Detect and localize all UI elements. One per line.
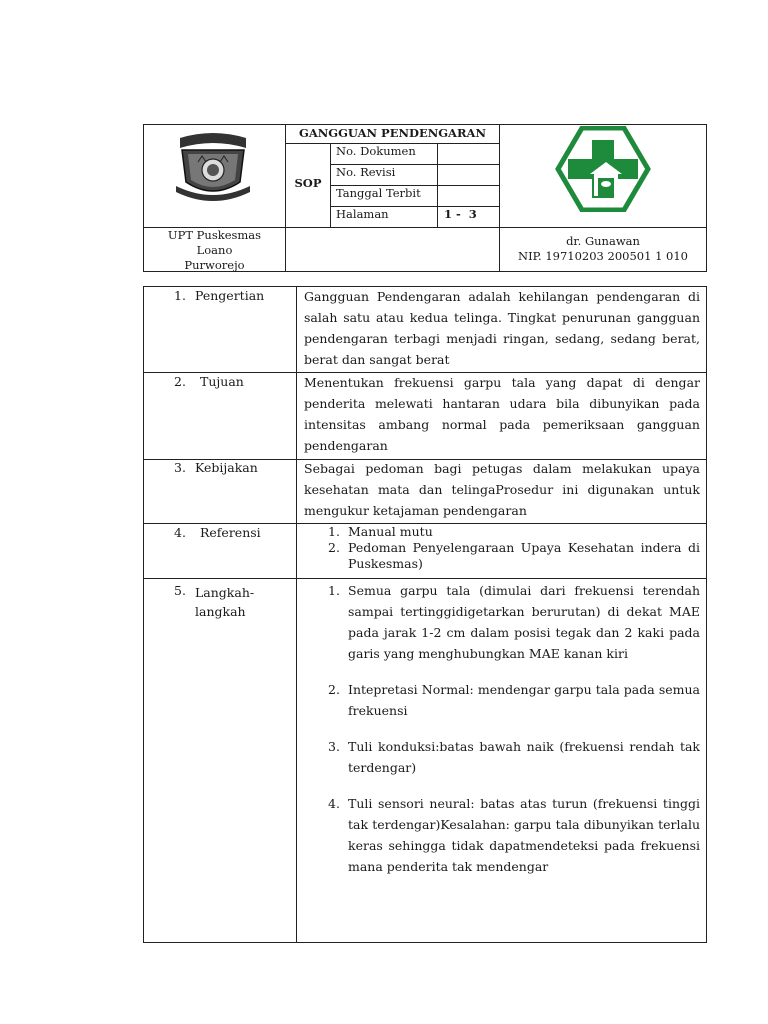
regency-emblem [168,126,258,206]
list-item-number: 3. [328,739,340,754]
section-text: Sebagai pedoman bagi petugas dalam melakukan upaya kesehatan mata dan telingaProsedur ini digunakan untuk mengukur ketajaman pendengaran [304,461,700,518]
org-name [144,228,285,273]
list-item [304,540,700,572]
list-item [304,679,700,721]
section-label-line: Langkah- [195,585,255,600]
list-item [304,580,700,664]
list-item-text: Intepretasi Normal: mendengar garpu tala pada semua frekuensi [348,682,700,718]
section-label [195,583,254,621]
section-label: Kebijakan [195,460,258,475]
doc-row-label: Halaman [336,207,389,221]
list-item [304,736,700,778]
section-text: Gangguan Pendengaran adalah kehilangan pendengaran di salah satu atau kedua telinga. Tingkat penurunan gangguan pendengaran terbagi menjadi ringan, sedang, sedang berat, berat dan sangat berat [304,289,700,367]
steps-list [304,580,700,877]
section-label: Referensi [200,525,261,540]
list-item-number: 4. [328,796,340,811]
list-item-text: Semua garpu tala (dimulai dari frekuensi terendah sampai tertinggidigetarkan berurutan) di dekat MAE pada jarak 1-2 cm dalam posisi tegak dan 2 kaki pada garis yang menghubungkan MAE kanan kiri [348,583,700,661]
list-item [304,793,700,877]
sop-label: SOP [294,176,322,190]
org-line: UPT Puskesmas [167,228,262,242]
section-number: 1. [174,288,186,303]
org-line: Loano [196,243,233,257]
list-item-number: 1. [328,583,340,598]
section-number: 4. [174,525,186,540]
signer-nip: NIP. 19710203 200501 1 010 [518,249,688,263]
doc-row-label: No. Revisi [336,165,396,179]
list-item-text: Tuli konduksi:batas bawah naik (frekuensi rendah tak terdengar) [348,739,700,775]
section-text: Menentukan frekuensi garpu tala yang dapat di dengar penderita melewati hantaran udara bila dibunyikan pada intensitas ambang normal pada pemeriksaan gangguan pendengaran [304,375,700,453]
page-count: 1 - 3 [444,207,477,221]
section-label: Pengertian [195,288,265,303]
section-number: 3. [174,460,186,475]
list-item [304,524,700,540]
doc-row-label: Tanggal Terbit [336,186,421,200]
list-item-number: 1. [328,524,340,539]
list-item-number: 2. [328,682,340,697]
reference-list [304,524,700,572]
document-title: GANGGUAN PENDENGARAN [299,126,486,140]
org-line: Purworejo [184,258,245,272]
list-item-text: Manual mutu [348,524,433,539]
section-number: 2. [174,374,186,389]
section-label: Tujuan [200,374,244,389]
doc-row-label: No. Dokumen [336,144,416,158]
puskesmas-logo [554,126,652,212]
list-item-text: Tuli sensori neural: batas atas turun (frekuensi tinggi tak terdengar)Kesalahan: garpu tala dibunyikan terlalu keras sehingga tidak dapatmendeteksi pada frekuensi mana penderita tak mendengar [348,796,700,874]
signer-name: dr. Gunawan [566,234,640,248]
section-number: 5. [174,583,186,598]
section-label-line: langkah [195,604,246,619]
signer-block [500,234,706,264]
list-item-text: Pedoman Penyelengaraan Upaya Kesehatan indera di Puskesmas) [348,540,700,571]
list-item-number: 2. [328,540,340,555]
